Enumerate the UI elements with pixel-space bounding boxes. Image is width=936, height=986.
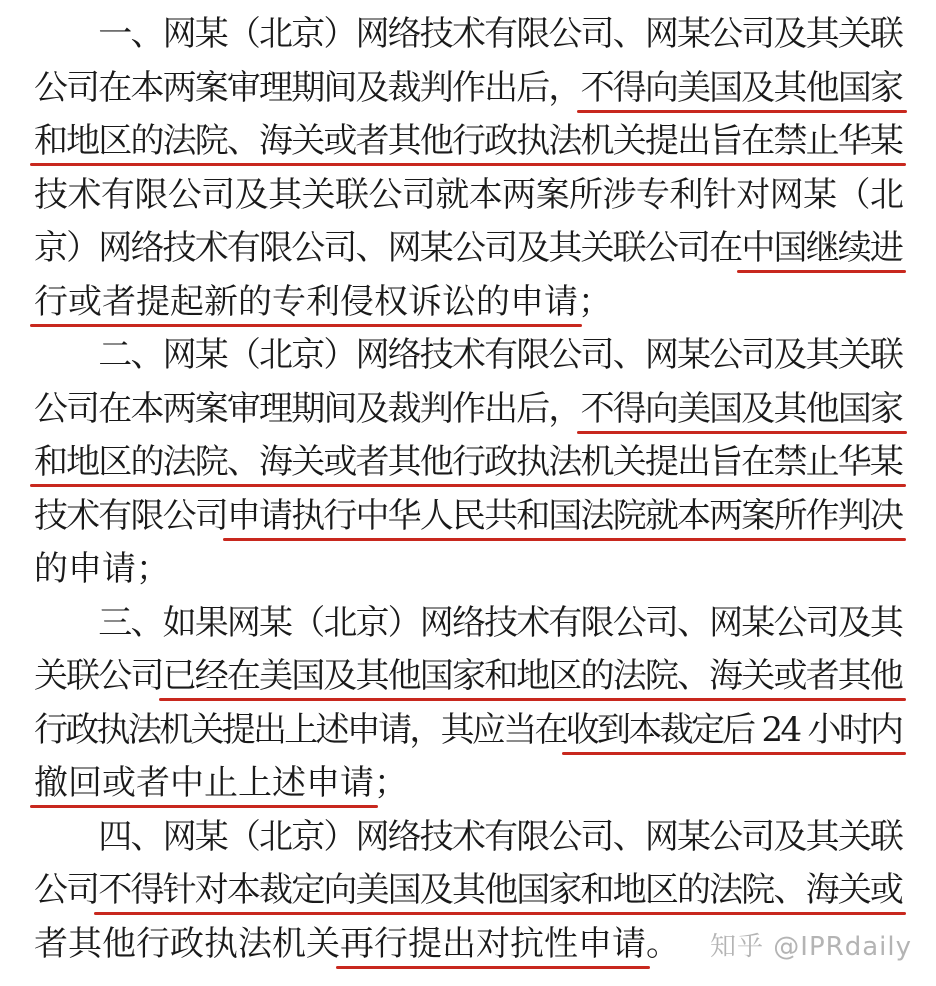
text-segment: 三、如果网某（北京）网络技术有限公司、网某公司及其 [34, 602, 903, 643]
text-segment: 京）网络技术有限公司、网某公司及其关联公司在 [34, 228, 742, 268]
text-line [34, 924, 680, 964]
highlighted-text: 行或者提起新的专利侵权诉讼的申请 [34, 281, 578, 322]
text-segment: 公司在本两案审理期间及裁判作出后， [34, 388, 581, 429]
text-segment: ； [578, 281, 612, 322]
red-underline [577, 431, 907, 434]
text-line [34, 710, 901, 750]
text-line [34, 496, 902, 536]
red-underline [737, 270, 906, 273]
text-line [34, 549, 170, 589]
text-line [34, 870, 902, 910]
highlighted-text: 已经在美国及其他国家和地区的法院、海关或者其他 [162, 656, 903, 696]
highlighted-text: 中国继续进 [741, 228, 903, 268]
text-segment: 的申请； [34, 549, 170, 589]
text-segment: 四、网某（北京）网络技术有限公司、网某公司及其关联 [34, 816, 903, 857]
text-segment: 者其他行政执法机关 [34, 923, 340, 964]
text-line [34, 389, 902, 429]
text-segment: 。 [646, 923, 680, 964]
red-underline [94, 912, 906, 915]
red-underline [336, 966, 650, 969]
red-underline [30, 324, 582, 327]
highlighted-text: 再行提出对抗性申请 [340, 923, 646, 964]
text-line [34, 175, 903, 215]
text-segment: 技术有限公司及其关联公司就本两案所涉专利针对网某（北 [34, 174, 904, 215]
text-line [34, 121, 902, 161]
highlighted-text: 撤回或者中止上述申请 [34, 763, 374, 803]
red-underline [30, 805, 378, 808]
text-segment: 公司在本两案审理期间及裁判作出后， [34, 67, 581, 108]
red-underline [577, 110, 907, 113]
text-line [34, 14, 902, 54]
highlighted-text: 和地区的法院、海关或者其他行政执法机关提出旨在禁止华某 [34, 121, 903, 161]
red-underline [159, 698, 906, 701]
highlighted-text: 不得向美国及其他国家 [580, 388, 903, 429]
red-underline [223, 538, 906, 541]
red-underline [562, 752, 906, 755]
text-segment: 公司 [34, 870, 99, 910]
watermark: 知乎 @IPRdaily [710, 932, 912, 962]
highlighted-text: 收到本裁定后 24 小时内 [565, 709, 902, 750]
text-line [34, 282, 612, 322]
text-segment: 一、网某（北京）网络技术有限公司、网某公司及其关联 [34, 14, 903, 54]
text-line [34, 442, 902, 482]
text-line [34, 335, 902, 375]
text-segment: ； [374, 763, 408, 803]
text-segment: 行政执法机关提出上述申请，其应当在 [34, 709, 566, 750]
red-underline [30, 163, 906, 166]
text-line [34, 763, 408, 803]
highlighted-text: 不得针对本裁定向美国及其他国家和地区的法院、海关或 [98, 870, 903, 910]
text-line [34, 817, 902, 857]
highlighted-text: 和地区的法院、海关或者其他行政执法机关提出旨在禁止华某 [34, 442, 903, 482]
text-segment: 技术有限公司 [34, 495, 227, 536]
text-line [34, 68, 902, 108]
highlighted-text: 申请执行中华人民共和国法院就本两案所作判决 [226, 495, 903, 536]
text-line [34, 656, 902, 696]
red-underline [30, 484, 906, 487]
text-segment: 二、网某（北京）网络技术有限公司、网某公司及其关联 [34, 335, 903, 375]
text-line [34, 228, 902, 268]
text-line [34, 603, 902, 643]
text-segment: 关联公司 [34, 656, 163, 696]
highlighted-text: 不得向美国及其他国家 [580, 67, 903, 108]
